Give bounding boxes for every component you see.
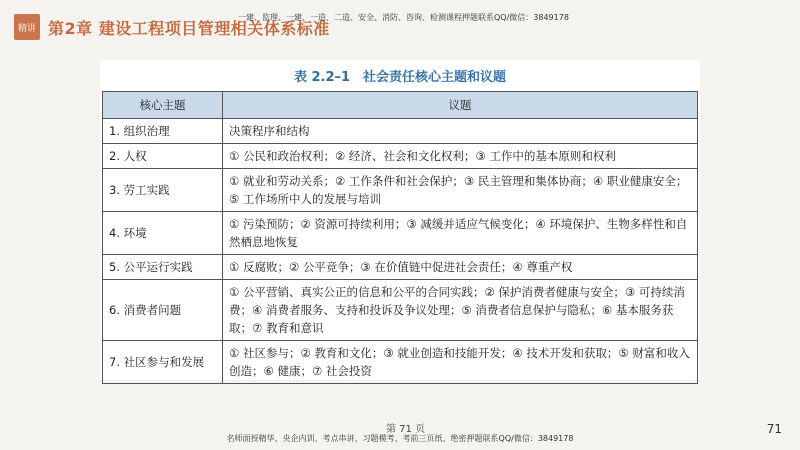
chapter-title: 第2章 建设工程项目管理相关体系标准: [48, 18, 330, 38]
topic-cell: 7. 社区参与和发展: [103, 341, 223, 384]
top-contact-note: 一建、监理、一建、一造、二造、安全、消防、咨询、检测课程押题联系QQ/微信：3849178: [238, 13, 569, 22]
table-row: [103, 255, 698, 280]
table-row: [103, 169, 698, 212]
header-topic: 核心主题: [103, 92, 223, 119]
topic-cell: 4. 环境: [103, 212, 223, 255]
issues-cell: ① 公民和政治权利；② 经济、社会和文化权利；③ 工作中的基本原则和权利: [223, 144, 698, 169]
topic-cell: 2. 人权: [103, 144, 223, 169]
issues-cell: ① 反腐败；② 公平竞争；③ 在价值链中促进社会责任；④ 尊重产权: [223, 255, 698, 280]
table-row: [103, 280, 698, 341]
table-header-row: [103, 92, 698, 119]
page-mark: 第 71 页: [386, 424, 426, 435]
section-badge: 精讲: [14, 14, 40, 40]
footer-contact-note: 名师面授精华、央企内训、考点串讲、习题模考、考前三页纸、绝密押题联系QQ/微信：3849178: [226, 434, 574, 443]
table-card: [100, 60, 700, 380]
topic-cell: 3. 劳工实践: [103, 169, 223, 212]
table-row: [103, 144, 698, 169]
page-number: 71: [766, 422, 782, 436]
topic-cell: 6. 消费者问题: [103, 280, 223, 341]
table-row: [103, 212, 698, 255]
topic-cell: 5. 公平运行实践: [103, 255, 223, 280]
table-row: [103, 119, 698, 144]
issues-cell: ① 社区参与；② 教育和文化；③ 就业创造和技能开发；④ 技术开发和获取；⑤ 财富和收入创造；⑥ 健康；⑦ 社会投资: [223, 341, 698, 384]
issues-cell: ① 就业和劳动关系；② 工作条件和社会保护；③ 民主管理和集体协商；④ 职业健康安全；⑤ 工作场所中人的发展与培训: [223, 169, 698, 212]
header-issues: 议题: [223, 92, 698, 119]
topic-cell: 1. 组织治理: [103, 119, 223, 144]
issues-cell: 决策程序和结构: [223, 119, 698, 144]
issues-cell: ① 污染预防；② 资源可持续利用；③ 减缓并适应气候变化；④ 环境保护、生物多样性和自然栖息地恢复: [223, 212, 698, 255]
table-title: 表 2.2–1 社会责任核心主题和议题: [293, 70, 507, 85]
responsibility-table: [102, 91, 698, 384]
table-row: [103, 341, 698, 384]
issues-cell: ① 公平营销、真实公正的信息和公平的合同实践；② 保护消费者健康与安全；③ 可持续消费；④ 消费者服务、支持和投诉及争议处理；⑤ 消费者信息保护与隐私；⑥ 基本服务获取；⑦ 教育和意识: [223, 280, 698, 341]
